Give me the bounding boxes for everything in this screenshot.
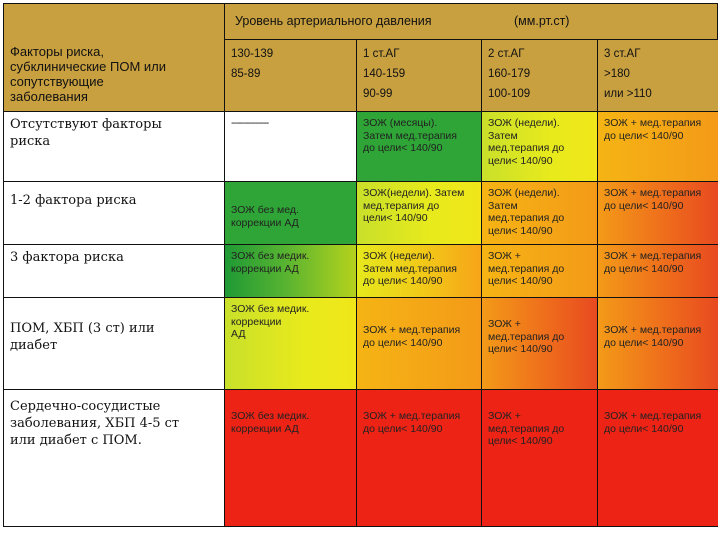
cell-r5-c1: ЗОЖ без медик. коррекции АД xyxy=(225,390,357,526)
cell-r3-c4: ЗОЖ + мед.терапия до цели< 140/90 xyxy=(598,245,718,298)
cell-r2-c3: ЗОЖ (недели). Затем мед.терапия до цели< 140/90 xyxy=(482,182,598,245)
risk-factors-header: Факторы риска, субклинические ПОМ или сопутствующие заболевания xyxy=(4,40,225,112)
col-header-grade-2: 2 ст.АГ 160-179 100-109 xyxy=(482,40,598,112)
row-label-tod-ckd3-diabetes: ПОМ, ХБП (3 ст) или диабет xyxy=(4,298,225,390)
col-header-grade-1: 1 ст.АГ 140-159 90-99 xyxy=(357,40,482,112)
cell-r1-c2: ЗОЖ (месяцы). Затем мед.терапия до цели< 140/90 xyxy=(357,112,482,182)
cell-r4-c2: ЗОЖ + мед.терапия до цели< 140/90 xyxy=(357,298,482,390)
bp-level-header xyxy=(225,4,718,40)
row-label-3-risk-factors: 3 фактора риска xyxy=(4,245,225,298)
cell-r1-c3: ЗОЖ (недели). Затем мед.терапия до цели< 140/90 xyxy=(482,112,598,182)
cell-r3-c2: ЗОЖ (недели). Затем мед.терапия до цели< 140/90 xyxy=(357,245,482,298)
col-header-grade-3: 3 ст.АГ >180 или >110 xyxy=(598,40,718,112)
cell-r3-c1: ЗОЖ без медик. коррекции АД xyxy=(225,245,357,298)
risk-stratification-table xyxy=(3,3,718,527)
cell-r1-c4: ЗОЖ + мед.терапия до цели< 140/90 xyxy=(598,112,718,182)
cell-r2-c4: ЗОЖ + мед.терапия до цели< 140/90 xyxy=(598,182,718,245)
cell-r2-c1: ЗОЖ без мед. коррекции АД xyxy=(225,182,357,245)
row-label-1-2-risk-factors: 1-2 фактора риска xyxy=(4,182,225,245)
cell-r4-c4: ЗОЖ + мед.терапия до цели< 140/90 xyxy=(598,298,718,390)
cell-r2-c2: ЗОЖ(недели). Затем мед.терапия до цели< 140/90 xyxy=(357,182,482,245)
cell-r5-c3: ЗОЖ + мед.терапия до цели< 140/90 xyxy=(482,390,598,526)
row-label-no-risk-factors: Отсутствуют факторы риска xyxy=(4,112,225,182)
corner-cell xyxy=(4,4,225,40)
row-label-cvd-ckd45-diabetes-tod: Сердечно-сосудистые заболевания, ХБП 4-5 ст или диабет с ПОМ. xyxy=(4,390,225,526)
cell-r4-c3: ЗОЖ + мед.терапия до цели< 140/90 xyxy=(482,298,598,390)
cell-r5-c2: ЗОЖ + мед.терапия до цели< 140/90 xyxy=(357,390,482,526)
cell-r1-c1: -------------- xyxy=(225,112,357,182)
bp-units: (мм.рт.ст) xyxy=(514,14,570,28)
col-header-high-normal: 130-139 85-89 xyxy=(225,40,357,112)
cell-r4-c1: ЗОЖ без медик. коррекции АД xyxy=(225,298,357,390)
bp-level-title: Уровень артериального давления xyxy=(235,14,432,28)
cell-r5-c4: ЗОЖ + мед.терапия до цели< 140/90 xyxy=(598,390,718,526)
cell-r3-c3: ЗОЖ + мед.терапия до цели< 140/90 xyxy=(482,245,598,298)
